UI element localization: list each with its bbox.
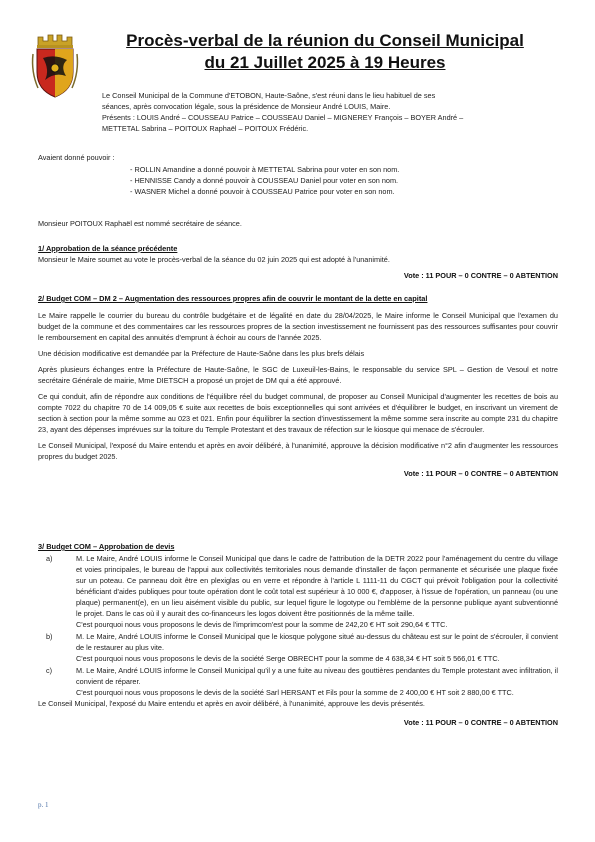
final-decision: Le Conseil Municipal, l'exposé du Maire entendu et après en avoir délibéré, à l'unanimité, approuve les devis présentés. — [38, 699, 425, 708]
item-text: M. Le Maire, André LOUIS informe le Conseil Municipal que dans le cadre de l'attribution de la DETR 2022 pour l'aménagement du centre du village et voies principales, le bureau de l'appui aux collectivités territoriales nous demande d'installer de façon permanente et sécurisée une plaque fixée sur un poteau. Ce panneau doit être en plexiglas ou en verre et répondre à l'article L 1111-11 du CGCT qui prévoit l'obligation pour la collectivité bénéficiant d'aides publiques pour toute opération dont le coût total est supérieur à 10 000 €, d'apposer, à l'issue de l'opération, un panneau (ou une plaque) permanent(e), en un lieu aisément visible du public, sur lequel figure le logotype ou l'emblème de la personne publique ayant subventionné le projet. Dans le cas où il y aurait des co-financeurs les logos doivent être positionnés de la même taille. — [76, 554, 558, 618]
vote-result: Vote : 11 POUR – 0 CONTRE – 0 ABTENTION — [403, 271, 558, 280]
title-line-1: Procès-verbal de la réunion du Conseil Municipal — [126, 31, 524, 50]
secretary-text: Monsieur POITOUX Raphaël est nommé secrétaire de séance. — [38, 219, 242, 228]
section-heading-text: 1/ Approbation de la séance précédente — [38, 244, 178, 253]
section-heading-text: 3/ Budget COM – Approbation de devis — [38, 542, 175, 551]
proxy-item: - HENNISSE Candy a donné pouvoir à COUSSEAU Daniel pour voter en son nom. — [130, 176, 399, 185]
section-heading — [38, 243, 558, 254]
proxy-item: - ROLLIN Amandine a donné pouvoir à METTETAL Sabrina pour voter en son nom. — [130, 165, 400, 174]
quote-item — [38, 631, 558, 664]
paragraph: Le Maire rappelle le courrier du bureau du contrôle budgétaire et de légalité en date du 28/04/2025, le Maire informe le Conseil Municipal que l'examen du budget de la commune et des commentaires car les ressources propres de la section investissement ne fournissent pas des ressources suffisantes pour couvrir le remboursement en capital des annuités d'emprunt à échoir au cours de l'année 2025. — [38, 311, 558, 342]
attendees-line: METTETAL Sabrina – POITOUX Raphaël – POITOUX Frédéric. — [102, 124, 309, 133]
item-label: b) — [46, 632, 53, 641]
item-quote: C'est pourquoi nous vous proposons le devis de la société Serge OBRECHT pour la somme de 4 638,34 € HT soit 5 566,01 € TTC. — [76, 654, 500, 663]
section-body: Monsieur le Maire soumet au vote le procès-verbal de la séance du 02 juin 2025 qui est adopté à l'unanimité. — [38, 255, 390, 264]
secretary-line — [38, 218, 242, 229]
section-2 — [38, 293, 558, 479]
title-line-2: du 21 Juillet 2025 à 19 Heures — [204, 53, 446, 72]
item-label: c) — [46, 666, 53, 675]
paragraph: Après plusieurs échanges entre la Préfecture de Haute-Saône, le SGC de Luxeuil-les-Bains, le responsable du service SPL – Gestion de Vesoul et notre secrétaire Générale de mairie, Mme DIETSCH a proposé un projet de DM qui a été approuvé. — [38, 365, 558, 385]
item-text: M. Le Maire, André LOUIS informe le Conseil Municipal qu'il y a une fuite au niveau des gouttières pendantes du Temple protestant avec infiltration, il convient de réparer. — [76, 666, 558, 686]
vote-result: Vote : 11 POUR – 0 CONTRE – 0 ABTENTION — [403, 718, 558, 727]
section-heading — [38, 293, 558, 304]
item-quote: C'est pourquoi nous vous proposons le devis de la société Sarl HERSANT et Fils pour la somme de 2 400,00 € HT soit 2 880,00 € TTC. — [76, 688, 514, 697]
vote-result: Vote : 11 POUR – 0 CONTRE – 0 ABTENTION — [403, 469, 558, 478]
document-title — [100, 30, 550, 74]
section-3 — [38, 541, 558, 728]
intro-line: séances, après convocation légale, sous la présidence de Monsieur André LOUIS, Maire. — [102, 102, 391, 111]
quote-item — [38, 553, 558, 630]
item-quote: C'est pourquoi nous vous proposons le devis de l'imprimcom'est pour la somme de 242,20 € HT soit 290,64 € TTC. — [76, 620, 448, 629]
page-number: p. 1 — [38, 801, 49, 809]
paragraph: Le Conseil Municipal, l'exposé du Maire entendu et après en avoir délibéré, à l'unanimité, approuve la décision modificative n°2 afin d'augmenter les ressources propres du budget 2025. — [38, 441, 558, 461]
paragraph: Une décision modificative est demandée par la Préfecture de Haute-Saône dans les plus brefs délais — [38, 349, 365, 358]
section-heading-text: 2/ Budget COM – DM 2 – Augmentation des ressources propres afin de couvrir le montant de la dette en capital — [38, 294, 428, 303]
item-text: M. Le Maire, André LOUIS informe le Conseil Municipal que le kiosque polygone situé au-dessus du château est sur le point de s'écrouler, il convient de le restaurer au plus vite. — [76, 632, 558, 652]
quote-item — [38, 665, 558, 698]
intro-paragraph — [102, 90, 557, 134]
intro-line: Le Conseil Municipal de la Commune d'ETOBON, Haute-Saône, s'est réuni dans le lieu habituel de ses — [102, 91, 436, 100]
proxies-heading: Avaient donné pouvoir : — [38, 153, 115, 162]
coat-of-arms-icon — [30, 32, 80, 100]
paragraph: Ce qui conduit, afin de répondre aux conditions de l'équilibre réel du budget communal, de proposer au Conseil Municipal d'augmenter les recettes de bois au compte 7022 du chapitre 70 de 14 009,05 € suite aux recettes de bois exceptionnelles qui sont arrivées et d'équilibrer le budget, en inscrivant un virement de section à section pour la même somme au 023 et 021. Enfin pour équilibrer la section d'investissement la même somme sera inscrite au compte 231 du chapitre 23, ayant des dépenses imprévues sur la toiture du Temple Protestant et des travaux de réfection sur le kiosque qui menace de s'écrouler. — [38, 392, 558, 434]
proxies-section — [38, 152, 558, 197]
proxy-item: - WASNER Michel a donné pouvoir à COUSSEAU Patrice pour voter en son nom. — [130, 187, 395, 196]
section-heading — [38, 541, 558, 552]
attendees-line: Présents : LOUIS André – COUSSEAU Patrice – COUSSEAU Daniel – MIGNEREY François – BOYER André – — [102, 113, 464, 122]
section-1 — [38, 243, 558, 281]
item-label: a) — [46, 554, 53, 563]
